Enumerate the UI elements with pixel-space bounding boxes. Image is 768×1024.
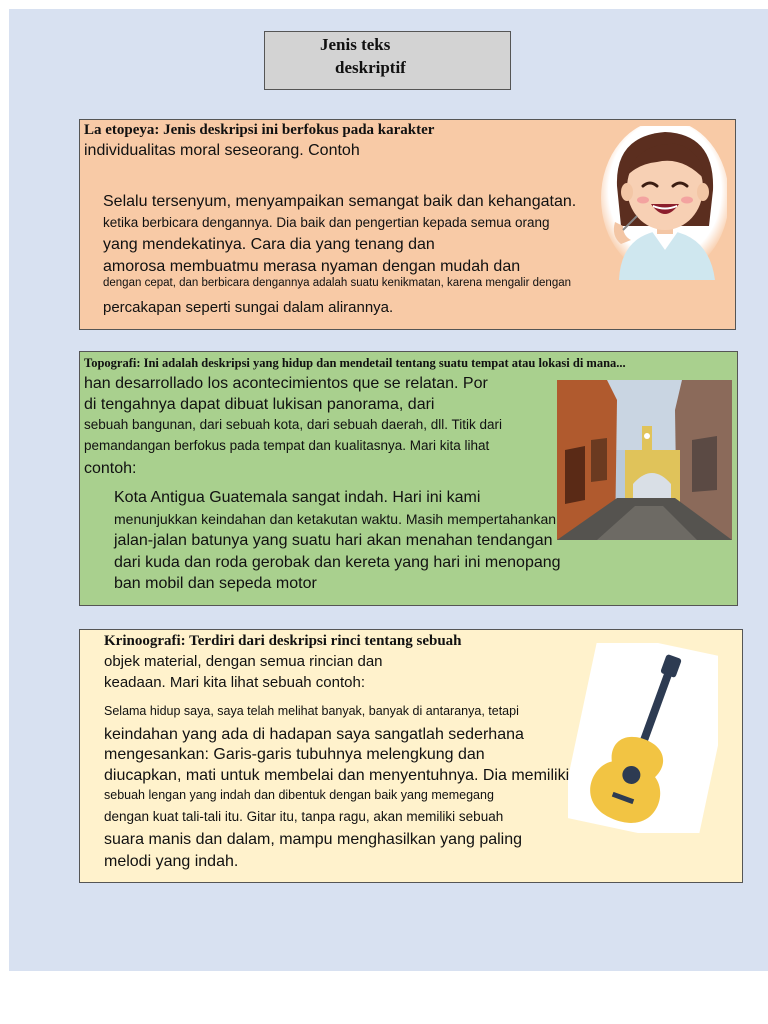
krinoografi-line: mengesankan: Garis-garis tubuhnya melengkung dan bbox=[104, 746, 485, 763]
smiling-woman-illustration bbox=[597, 126, 727, 280]
topografi-line: menunjukkan keindahan dan ketakutan waktu. Masih mempertahankan bbox=[114, 511, 557, 527]
topografi-line: dari kuda dan roda gerobak dan kereta yang hari ini menopang bbox=[114, 554, 561, 571]
guitar-illustration bbox=[568, 643, 718, 833]
topografi-line: sebuah bangunan, dari sebuah kota, dari sebuah daerah, dll. Titik dari bbox=[84, 417, 503, 432]
topografi-line: Kota Antigua Guatemala sangat indah. Hari ini kami bbox=[114, 489, 481, 506]
krinoografi-line: keadaan. Mari kita lihat sebuah contoh: bbox=[104, 674, 365, 691]
etopeya-line: ketika berbicara dengannya. Dia baik dan pengertian kepada semua orang bbox=[103, 215, 550, 230]
krinoografi-line: keindahan yang ada di hadapan saya sangatlah sederhana bbox=[104, 726, 524, 743]
topografi-line: ban mobil dan sepeda motor bbox=[114, 575, 317, 592]
krinoografi-line: dengan kuat tali-tali itu. Gitar itu, tanpa ragu, akan memiliki sebuah bbox=[104, 809, 504, 824]
etopeya-intro: individualitas moral seseorang. Contoh bbox=[84, 142, 360, 159]
etopeya-line: percakapan seperti sungai dalam alirannya. bbox=[103, 299, 394, 316]
krinoografi-line: Selama hidup saya, saya telah melihat banyak, banyak di antaranya, tetapi bbox=[104, 704, 519, 718]
topografi-line: pemandangan berfokus pada tempat dan kualitasnya. Mari kita lihat bbox=[84, 438, 490, 453]
title-box bbox=[264, 31, 511, 90]
krinoografi-line: objek material, dengan semua rincian dan bbox=[104, 653, 383, 670]
topografi-line: contoh: bbox=[84, 460, 137, 477]
krinoografi-line: sebuah lengan yang indah dan dibentuk dengan baik yang memegang bbox=[104, 788, 494, 802]
etopeya-line: yang mendekatinya. Cara dia yang tenang dan bbox=[103, 236, 435, 253]
etopeya-line: Selalu tersenyum, menyampaikan semangat baik dan kehangatan. bbox=[103, 193, 577, 210]
topografi-line: jalan-jalan batunya yang suatu hari akan menahan tendangan bbox=[114, 532, 553, 549]
krinoografi-line: suara manis dan dalam, mampu menghasilkan yang paling bbox=[104, 831, 523, 848]
topografi-line: han desarrollado los acontecimientos que se relatan. Por bbox=[84, 375, 488, 392]
topografi-line: di tengahnya dapat dibuat lukisan panorama, dari bbox=[84, 396, 435, 413]
krinoografi-heading: Krinoografi: Terdiri dari deskripsi rinci tentang sebuah bbox=[104, 633, 462, 649]
etopeya-line: amorosa membuatmu merasa nyaman dengan mudah dan bbox=[103, 258, 521, 275]
krinoografi-line: diucapkan, mati untuk membelai dan menyentuhnya. Dia memiliki bbox=[104, 767, 570, 784]
etopeya-heading: La etopeya: Jenis deskripsi ini berfokus pada karakter bbox=[84, 122, 435, 138]
krinoografi-line: melodi yang indah. bbox=[104, 853, 239, 870]
antigua-street-photo bbox=[557, 380, 732, 540]
etopeya-line: dengan cepat, dan berbicara dengannya adalah suatu kenikmatan, karena mengalir dengan bbox=[103, 277, 572, 289]
title-line-1: Jenis teks bbox=[320, 35, 391, 54]
title-line-2: deskriptif bbox=[335, 58, 406, 77]
topografi-heading: Topografi: Ini adalah deskripsi yang hidup dan mendetail tentang suatu tempat atau lokasi di mana... bbox=[84, 356, 626, 370]
